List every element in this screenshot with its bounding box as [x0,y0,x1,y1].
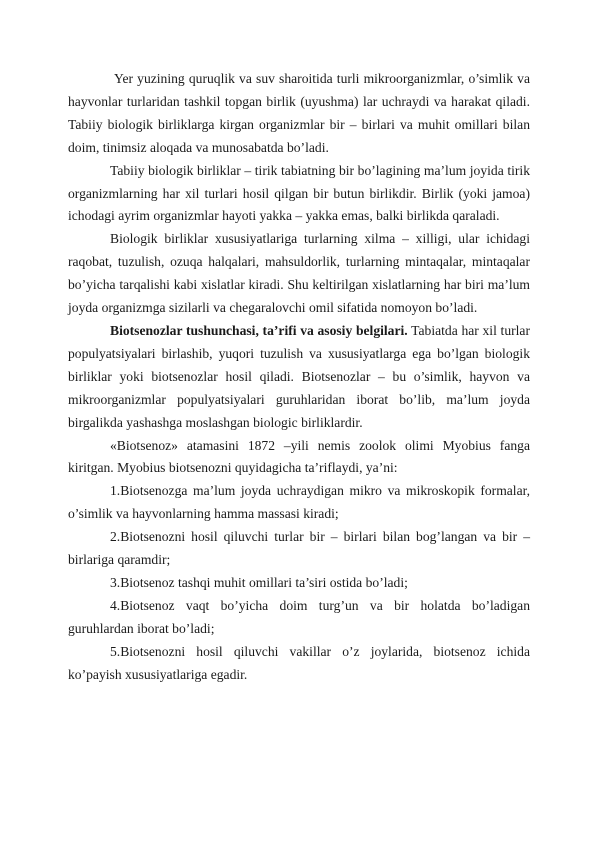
paragraph-natural-communities: Tabiiy biologik birliklar – tirik tabiatning bir bo’lagining ma’lum joyida tirik organizmlarning har xil turlari hosil qilgan bir butun birlikdir. Birlik (yoki jamoa) ichodagi ayrim organizmlar hayoti yakka – yakka emas, balki birlikda qaraladi. [68,162,530,224]
paragraph-intro: Yer yuzining quruqlik va suv sharoitida turli mikroorganizmlar, o’simlik va hayvonlar turlaridan tashkil topgan birlik (uyushma) lar uchraydi va harakat qiladi. Tabiiy biologik birliklarga kirgan organizmlar bir – birlari va muhit omillari bilan doim, tinimsiz aloqada va munosabatda bo’ladi. [68,71,530,155]
paragraph-biocenosis-definition [68,320,530,435]
paragraph-history: «Biotsenoz» atamasini 1872 –yili nemis zoolok olimi Myobius fanga kiritgan. Myobius biotsenozni quyidagicha ta’riflaydi, ya’ni: [68,437,530,476]
section-text: Tabiatda har xil turlar populyatsiyalari birlashib, yuqori tuzulish va xususiyatlarga ega bo’lgan biologik birliklar yoki biotsenozlar hosil qiladi. Biotsenozlar – bu o’simlik, hayvon va mikroorganizmlar populyatsiyalari guruhlaridan iborat bo’lib, ma’lum joyda birgalikda yashashga moslashgan biologic birliklardir. [68,322,530,430]
list-item: 5.Biotsenozni hosil qiluvchi vakillar o’z joylarida, biotsenoz ichida ko’payish xususiyatlariga egadir. [68,643,530,682]
document-page [68,68,530,686]
paragraph-community-properties: Biologik birliklar xususiyatlariga turlarning xilma – xilligi, ular ichidagi raqobat, tuzulish, ozuqa halqalari, mahsuldorlik, turlarning mintaqalar, mintaqalar bo’yicha tarqalishi kabi xislatlar kiradi. Shu keltirilgan xislatlarning har biri ma’lum joyda organizmga sizilarli va chegaralovchi omil sifatida nomoyon bo’ladi. [68,231,530,316]
list-item: 4.Biotsenoz vaqt bo’yicha doim turg’un va bir holatda bo’ladigan guruhlardan iborat bo’ladi; [68,597,530,636]
list-item: 3.Biotsenoz tashqi muhit omillari ta’siri ostida bo’ladi; [110,574,408,590]
list-item: 1.Biotsenozga ma’lum joyda uchraydigan mikro va mikroskopik formalar, o’simlik va hayvonlarning hamma massasi kiradi; [68,483,530,522]
section-heading: Biotsenozlar tushunchasi, ta’rifi va asosiy belgilari. [110,322,408,338]
list-item: 2.Biotsenozni hosil qiluvchi turlar bir – birlari bilan bog’langan va bir – birlariga qaramdir; [68,529,530,568]
